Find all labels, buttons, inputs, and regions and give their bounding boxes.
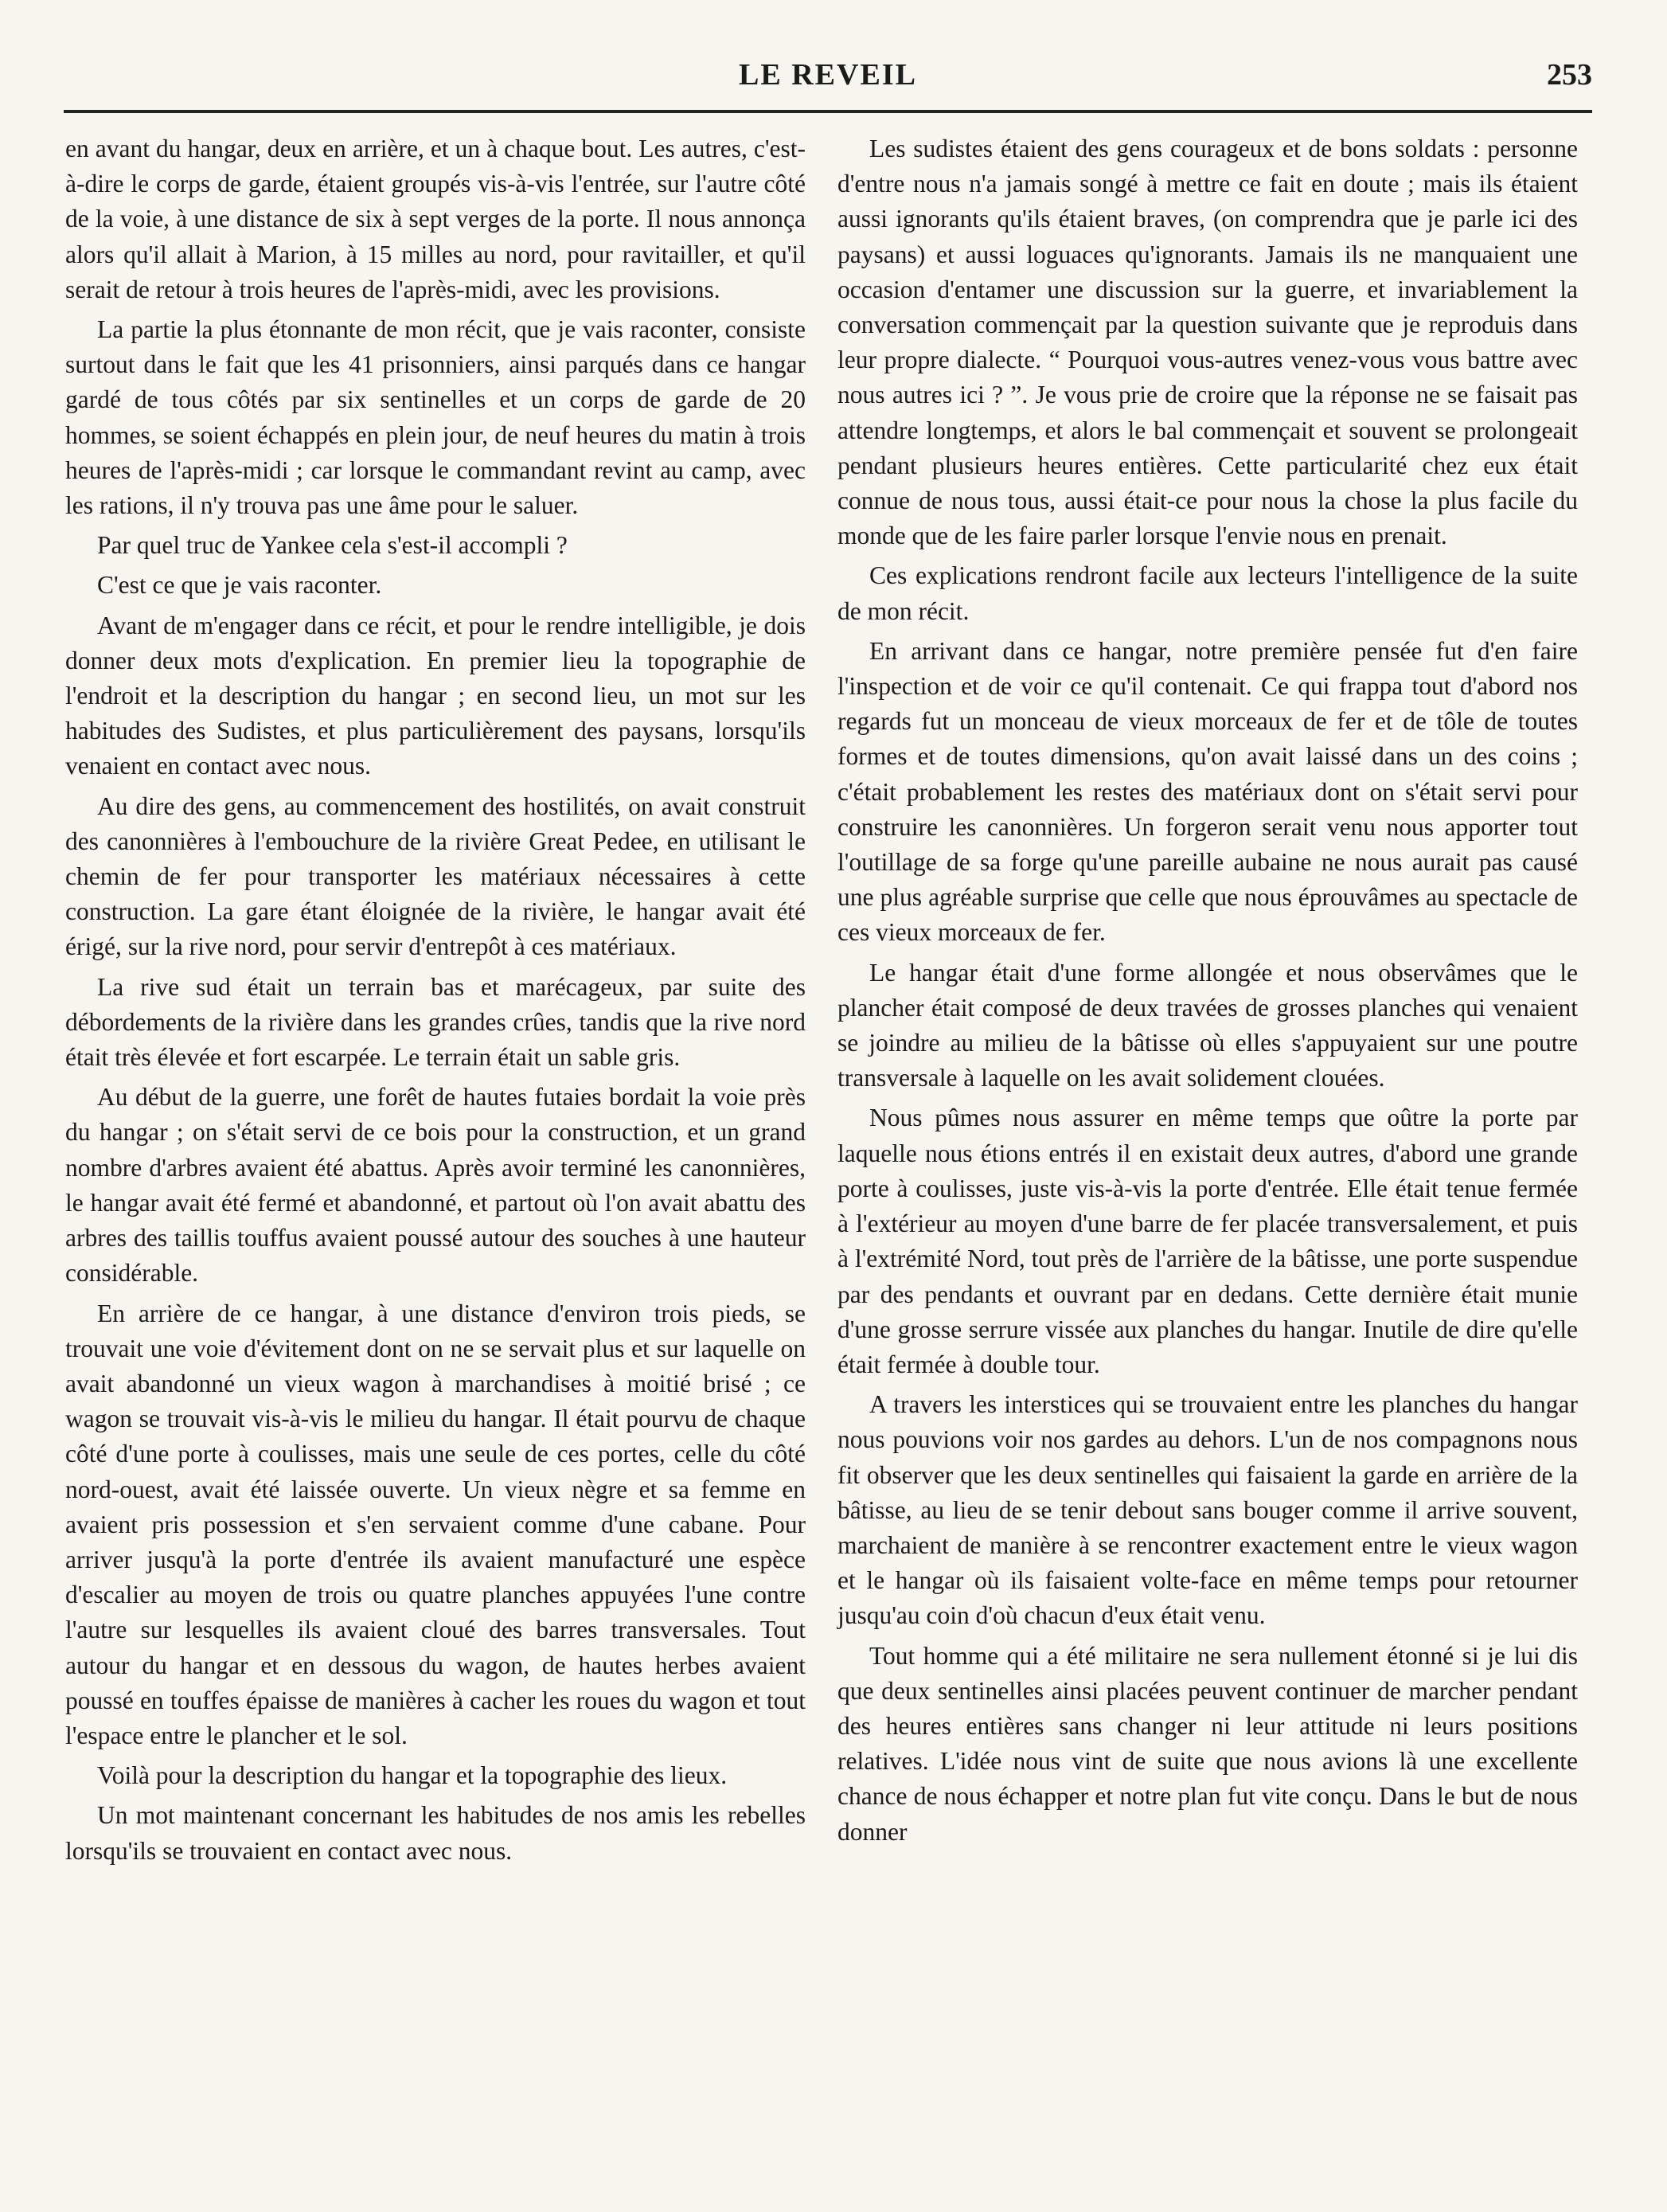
paragraph: Au début de la guerre, une forêt de hautes futaies bordait la voie près du hangar ; on s'était servi de ce bois pour la construction, et un grand nombre d'arbres avaient été abattus. Après avoir terminé les canonnières, le hangar avait été fermé et abandonné, et partout où l'on avait abattu des arbres des taillis touffus avaient poussé autour des souches à une hauteur considérable. [65, 1083, 806, 1288]
paragraph: Tout homme qui a été militaire ne sera nullement étonné si je lui dis que deux sentinelles ainsi placées peuvent continuer de marcher pendant des heures entières sans changer ni leur attitude ni leurs positions relatives. L'idée nous vint de suite que nous avions là une excellente chance de nous échapper et notre plan fut vite conçu. Dans le but de nous donner [837, 1641, 1578, 1846]
paragraph: La rive sud était un terrain bas et marécageux, par suite des débordements de la rivière dans les grandes crûes, tandis que la rive nord était très élevée et fort escarpée. Le terrain était un sable gris. [65, 972, 806, 1072]
paragraph: Le hangar était d'une forme allongée et nous observâmes que le plancher était composé de deux travées de grosses planches qui venaient se joindre au milieu de la bâtisse où elles s'appuyaient sur une poutre transversale à laquelle on les avait solidement clouées. [837, 958, 1578, 1092]
paragraph: Par quel truc de Yankee cela s'est-il accompli ? [97, 531, 568, 560]
paragraph: A travers les interstices qui se trouvaient entre les planches du hangar nous pouvions voir nos gardes au dehors. L'un de nos compagnons nous fit observer que les deux sentinelles qui faisaient la garde en arrière de la bâtisse, au lieu de se tenir debout sans bouger comme il arrive souvent, marchaient de manière à se rencontrer exactement entre le vieux wagon et le hangar où ils faisaient volte-face en même temps pour retourner jusqu'au coin d'où chacun d'eux était venu. [837, 1390, 1578, 1630]
page-header [64, 46, 1592, 113]
paragraph: C'est ce que je vais raconter. [97, 571, 382, 600]
paragraph: Nous pûmes nous assurer en même temps que oûtre la porte par laquelle nous étions entrés il en existait deux autres, d'abord une grande porte à coulisses, juste vis-à-vis la porte d'entrée. Elle était tenue fermée à l'extérieur au moyen d'une barre de fer placée transversalement, et puis à l'extrémité Nord, tout près de l'arrière de la bâtisse, une porte suspendue par des pendants et ouvrant par en dedans. Cette dernière était munie d'une grosse serrure vissée aux planches du hangar. Inutile de dire qu'elle était fermée à double tour. [837, 1104, 1578, 1378]
paragraph: En arrière de ce hangar, à une distance d'environ trois pieds, se trouvait une voie d'évitement dont on ne se servait plus et sur laquelle on avait abandonné un vieux wagon à marchandises à moitié brisé ; ce wagon se trouvait vis-à-vis le milieu du hangar. Il était pourvu de chaque côté d'une porte à coulisses, mais une seule de ces portes, celle du côté nord-ouest, avait été laissée ouverte. Un vieux nègre et sa femme en avaient pris possession et s'en servaient comme d'une cabane. Pour arriver jusqu'à la porte d'entrée ils avaient manufacturé une espèce d'escalier au moyen de trois ou quatre planches appuyées l'une contre l'autre sur lesquelles ils avaient cloué des barres transversales. Tout autour du hangar et en dessous du wagon, de hautes herbes avaient poussé en touffes épaisse de manières à cacher les roues du wagon et tout l'espace entre le plancher et le sol. [65, 1299, 806, 1749]
paragraph: Avant de m'engager dans ce récit, et pour le rendre intelligible, je dois donner deux mots d'explication. En premier lieu la topographie de l'endroit et la description du hangar ; en second lieu, un mot sur les habitudes des Sudistes, et plus particulièrement des paysans, lorsqu'ils venaient en contact avec nous. [65, 611, 806, 780]
paragraph: En arrivant dans ce hangar, notre première pensée fut d'en faire l'inspection et de voir ce qu'il contenait. Ce qui frappa tout d'abord nos regards fut un monceau de vieux morceaux de fer et de tôle de toutes formes et de toutes dimensions, qu'on avait laissé dans un des coins ; c'était probablement les restes des matériaux dont on s'était servi pour construire les canonnières. Un forgeron serait venu nous apporter tout l'outillage de sa forge qu'une pareille aubaine ne nous aurait pas causé une plus agréable surprise que celle que nous éprouvâmes au spectacle de ces vieux morceaux de fer. [837, 636, 1578, 947]
paragraph: Les sudistes étaient des gens courageux et de bons soldats : personne d'entre nous n'a jamais songé à mettre ce fait en doute ; mais ils étaient aussi ignorants qu'ils étaient braves, (on comprendra que je parle ici des paysans) et aussi loguaces qu'ignorants. Jamais ils ne manquaient une occasion d'entamer une discussion sur la guerre, et invariablement la conversation commençait par la question suivante que je reproduis dans leur propre dialecte. “ Pourquoi vous-autres venez-vous vous battre avec nous autres ici ? ”. Je vous prie de croire que la réponse ne se faisait pas attendre longtemps, et alors le bal commençait et souvent se prolongeait pendant plusieurs heures entières. Cette particularité chez eux était connue de nous tous, aussi était-ce pour nous la chose la plus facile du monde que de les faire parler lorsque l'envie nous en prenait. [837, 135, 1578, 550]
paragraph: en avant du hangar, deux en arrière, et un à chaque bout. Les autres, c'est-à-dire le corps de garde, étaient groupés vis-à-vis l'entrée, sur l'autre côté de la voie, à une distance de six à sept verges de la porte. Il nous annonça alors qu'il allait à Marion, à 15 milles au nord, pour ravitailler, et qu'il serait de retour à trois heures de l'après-midi, avec les provisions. [65, 135, 806, 303]
running-title: LE REVEIL [739, 58, 917, 92]
page-number: 253 [1547, 58, 1592, 92]
paragraph: La partie la plus étonnante de mon récit, que je vais raconter, consiste surtout dans le fait que les 41 prisonniers, ainsi parqués dans ce hangar gardé de tous côtés par six sentinelles et un corps de garde de 20 hommes, se soient échappés en plein jour, de neuf heures du matin à trois heures de l'après-midi ; car lorsque le commandant revint au camp, avec les rations, il n'y trouva pas une âme pour le saluer. [65, 315, 806, 520]
paragraph: Voilà pour la description du hangar et la topographie des lieux. [97, 1761, 728, 1790]
left-column [65, 131, 806, 1874]
right-column [837, 131, 1578, 1854]
paragraph: Un mot maintenant concernant les habitudes de nos amis les rebelles lorsqu'ils se trouvaient en contact avec nous. [65, 1801, 806, 1865]
paragraph: Au dire des gens, au commencement des hostilités, on avait construit des canonnières à l'embouchure de la rivière Great Pedee, en utilisant le chemin de fer pour transporter les matériaux nécessaires à cette construction. La gare étant éloignée de la rivière, le hangar avait été érigé, sur la rive nord, pour servir d'entrepôt à ces matériaux. [65, 791, 806, 961]
paragraph: Ces explications rendront facile aux lecteurs l'intelligence de la suite de mon récit. [837, 561, 1578, 625]
